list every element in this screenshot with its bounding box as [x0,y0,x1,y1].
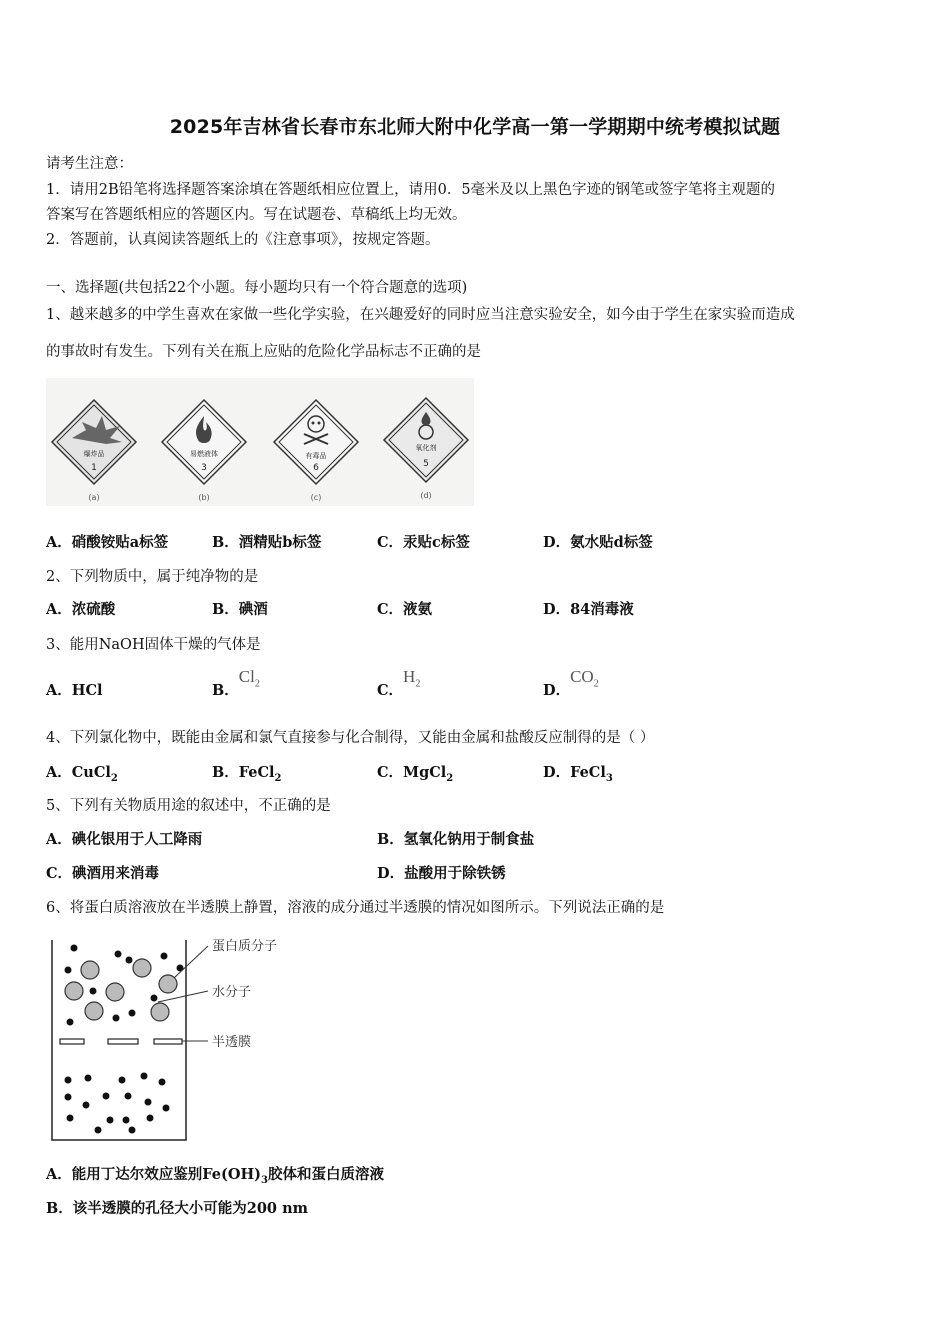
label-c-name: 有毒品 [305,452,327,460]
explosive-label-icon [52,400,136,502]
q6-a-text: A．能用丁达尔效应鉴别Fe(OH) [46,1166,262,1183]
q4-stem: 4、下列氯化物中，既能由金属和氯气直接参与化合制得，又能由金属和盐酸反应制得的是（ ） [46,730,655,746]
q3-option-b [212,666,260,699]
q4-c-text: C．MgCl [377,764,447,781]
protein-molecule-label: 蛋白质分子 [212,939,278,954]
page-title: 2025年吉林省长春市东北师大附中化学高一第一学期期中统考模拟试题 [169,116,781,138]
leader-lines [158,946,208,1041]
q4-option-a [46,761,118,784]
label-c-num: 6 [313,463,319,473]
q5-option-a: A．碘化银用于人工降雨 [46,831,203,848]
q2-stem: 2、下列物质中，属于纯净物的是 [46,569,259,585]
hazard-labels-figure [46,378,474,506]
q6-option-b: B．该半透膜的孔径大小可能为200 nm [46,1200,308,1217]
q4-option-c [377,761,453,784]
q4-a-text: A．CuCl [46,764,111,781]
q3-option-c-prefix: C． [377,682,404,699]
q5-option-d: D．盐酸用于除铁锈 [377,865,506,882]
label-a-name: 爆炸品 [83,450,105,458]
label-a-num: 1 [91,463,97,473]
q4-b-sub: 2 [274,772,282,784]
q5-option-b: B．氢氧化钠用于制食盐 [377,831,535,848]
label-b-num: 3 [201,463,207,473]
q3-b-main: Cl [238,667,255,686]
membrane-label: 半透膜 [212,1035,252,1050]
label-d-tag: (d) [420,491,432,500]
notice-line-1a: 1．请用2B铅笔将选择题答案涂填在答题纸相应位置上，请用0．5毫米及以上黑色字迹的钢笔或签字笔将主观题的 [46,182,776,198]
flammable-label-icon [162,400,246,502]
q1-option-a: A．硝酸铵贴a标签 [46,534,169,551]
q3-option-b-prefix: B． [212,682,239,699]
membrane-segments [60,1039,182,1044]
notice-heading: 请考生注意： [46,156,133,172]
water-molecules-lower [65,1073,170,1134]
q6-stem: 6、将蛋白质溶液放在半透膜上静置，溶液的成分通过半透膜的情况如图所示。下列说法正确的是 [46,900,665,916]
q3-option-b-formula [238,667,260,690]
q3-option-c [377,666,421,699]
label-c-tag: (c) [310,493,322,502]
toxic-label-icon [274,400,358,502]
q1-stem-a: 1、越来越多的中学生喜欢在家做一些化学实验，在兴趣爱好的同时应当注意实验安全，如今由于学生在家实验而造成 [46,307,795,323]
q4-a-sub: 2 [110,772,118,784]
label-d-num: 5 [423,459,429,469]
q3-option-a: A．HCl [46,682,103,699]
q3-option-d-prefix: D． [543,682,571,699]
q4-option-d [543,761,613,784]
q2-option-d: D．84消毒液 [543,601,634,618]
q1-option-d: D．氨水贴d标签 [543,534,653,551]
q6-a-sub: 3 [261,1174,268,1186]
q3-d-main: CO [570,667,594,686]
q4-d-text: D．FeCl [543,764,606,781]
label-a-tag: (a) [88,493,100,502]
section-heading: 一、选择题(共包括22个小题。每小题均只有一个符合题意的选项) [46,280,468,296]
q4-c-sub: 2 [446,772,454,784]
oxidizer-label-icon [384,398,468,500]
q3-c-sub: 2 [415,678,421,690]
q3-b-sub: 2 [254,678,260,690]
q4-option-b [212,761,282,784]
notice-line-2: 2．答题前，认真阅读答题纸上的《注意事项》，按规定答题。 [46,232,440,248]
water-molecule-label: 水分子 [212,985,252,1000]
q2-option-a: A．浓硫酸 [46,601,116,618]
q5-option-c: C．碘酒用来消毒 [46,865,160,882]
q3-option-c-formula [403,667,421,690]
q6-a-tail: 胶体和蛋白质溶液 [268,1166,384,1183]
semipermeable-membrane-diagram [46,930,306,1145]
q3-option-d [543,666,599,699]
q3-stem: 3、能用NaOH固体干燥的气体是 [46,637,261,653]
q3-c-main: H [403,667,416,686]
q1-option-b: B．酒精贴b标签 [212,534,322,551]
q1-stem-b: 的事故时有发生。下列有关在瓶上应贴的危险化学品标志不正确的是 [46,344,481,360]
q5-stem: 5、下列有关物质用途的叙述中，不正确的是 [46,798,331,814]
label-b-name: 易燃液体 [190,450,218,458]
q4-d-sub: 3 [605,772,613,784]
q2-option-b: B．碘酒 [212,601,268,618]
q3-option-d-formula [570,667,599,690]
q4-b-text: B．FeCl [212,764,275,781]
q3-d-sub: 2 [593,678,599,690]
label-b-tag: (b) [198,493,210,502]
q6-option-a [46,1163,384,1186]
protein-molecules [65,959,177,1021]
label-d-name: 氧化剂 [415,444,437,452]
q1-option-c: C．汞贴c标签 [377,534,470,551]
q2-option-c: C．液氨 [377,601,433,618]
notice-line-1b: 答案写在答题纸相应的答题区内。写在试题卷、草稿纸上均无效。 [46,207,467,223]
